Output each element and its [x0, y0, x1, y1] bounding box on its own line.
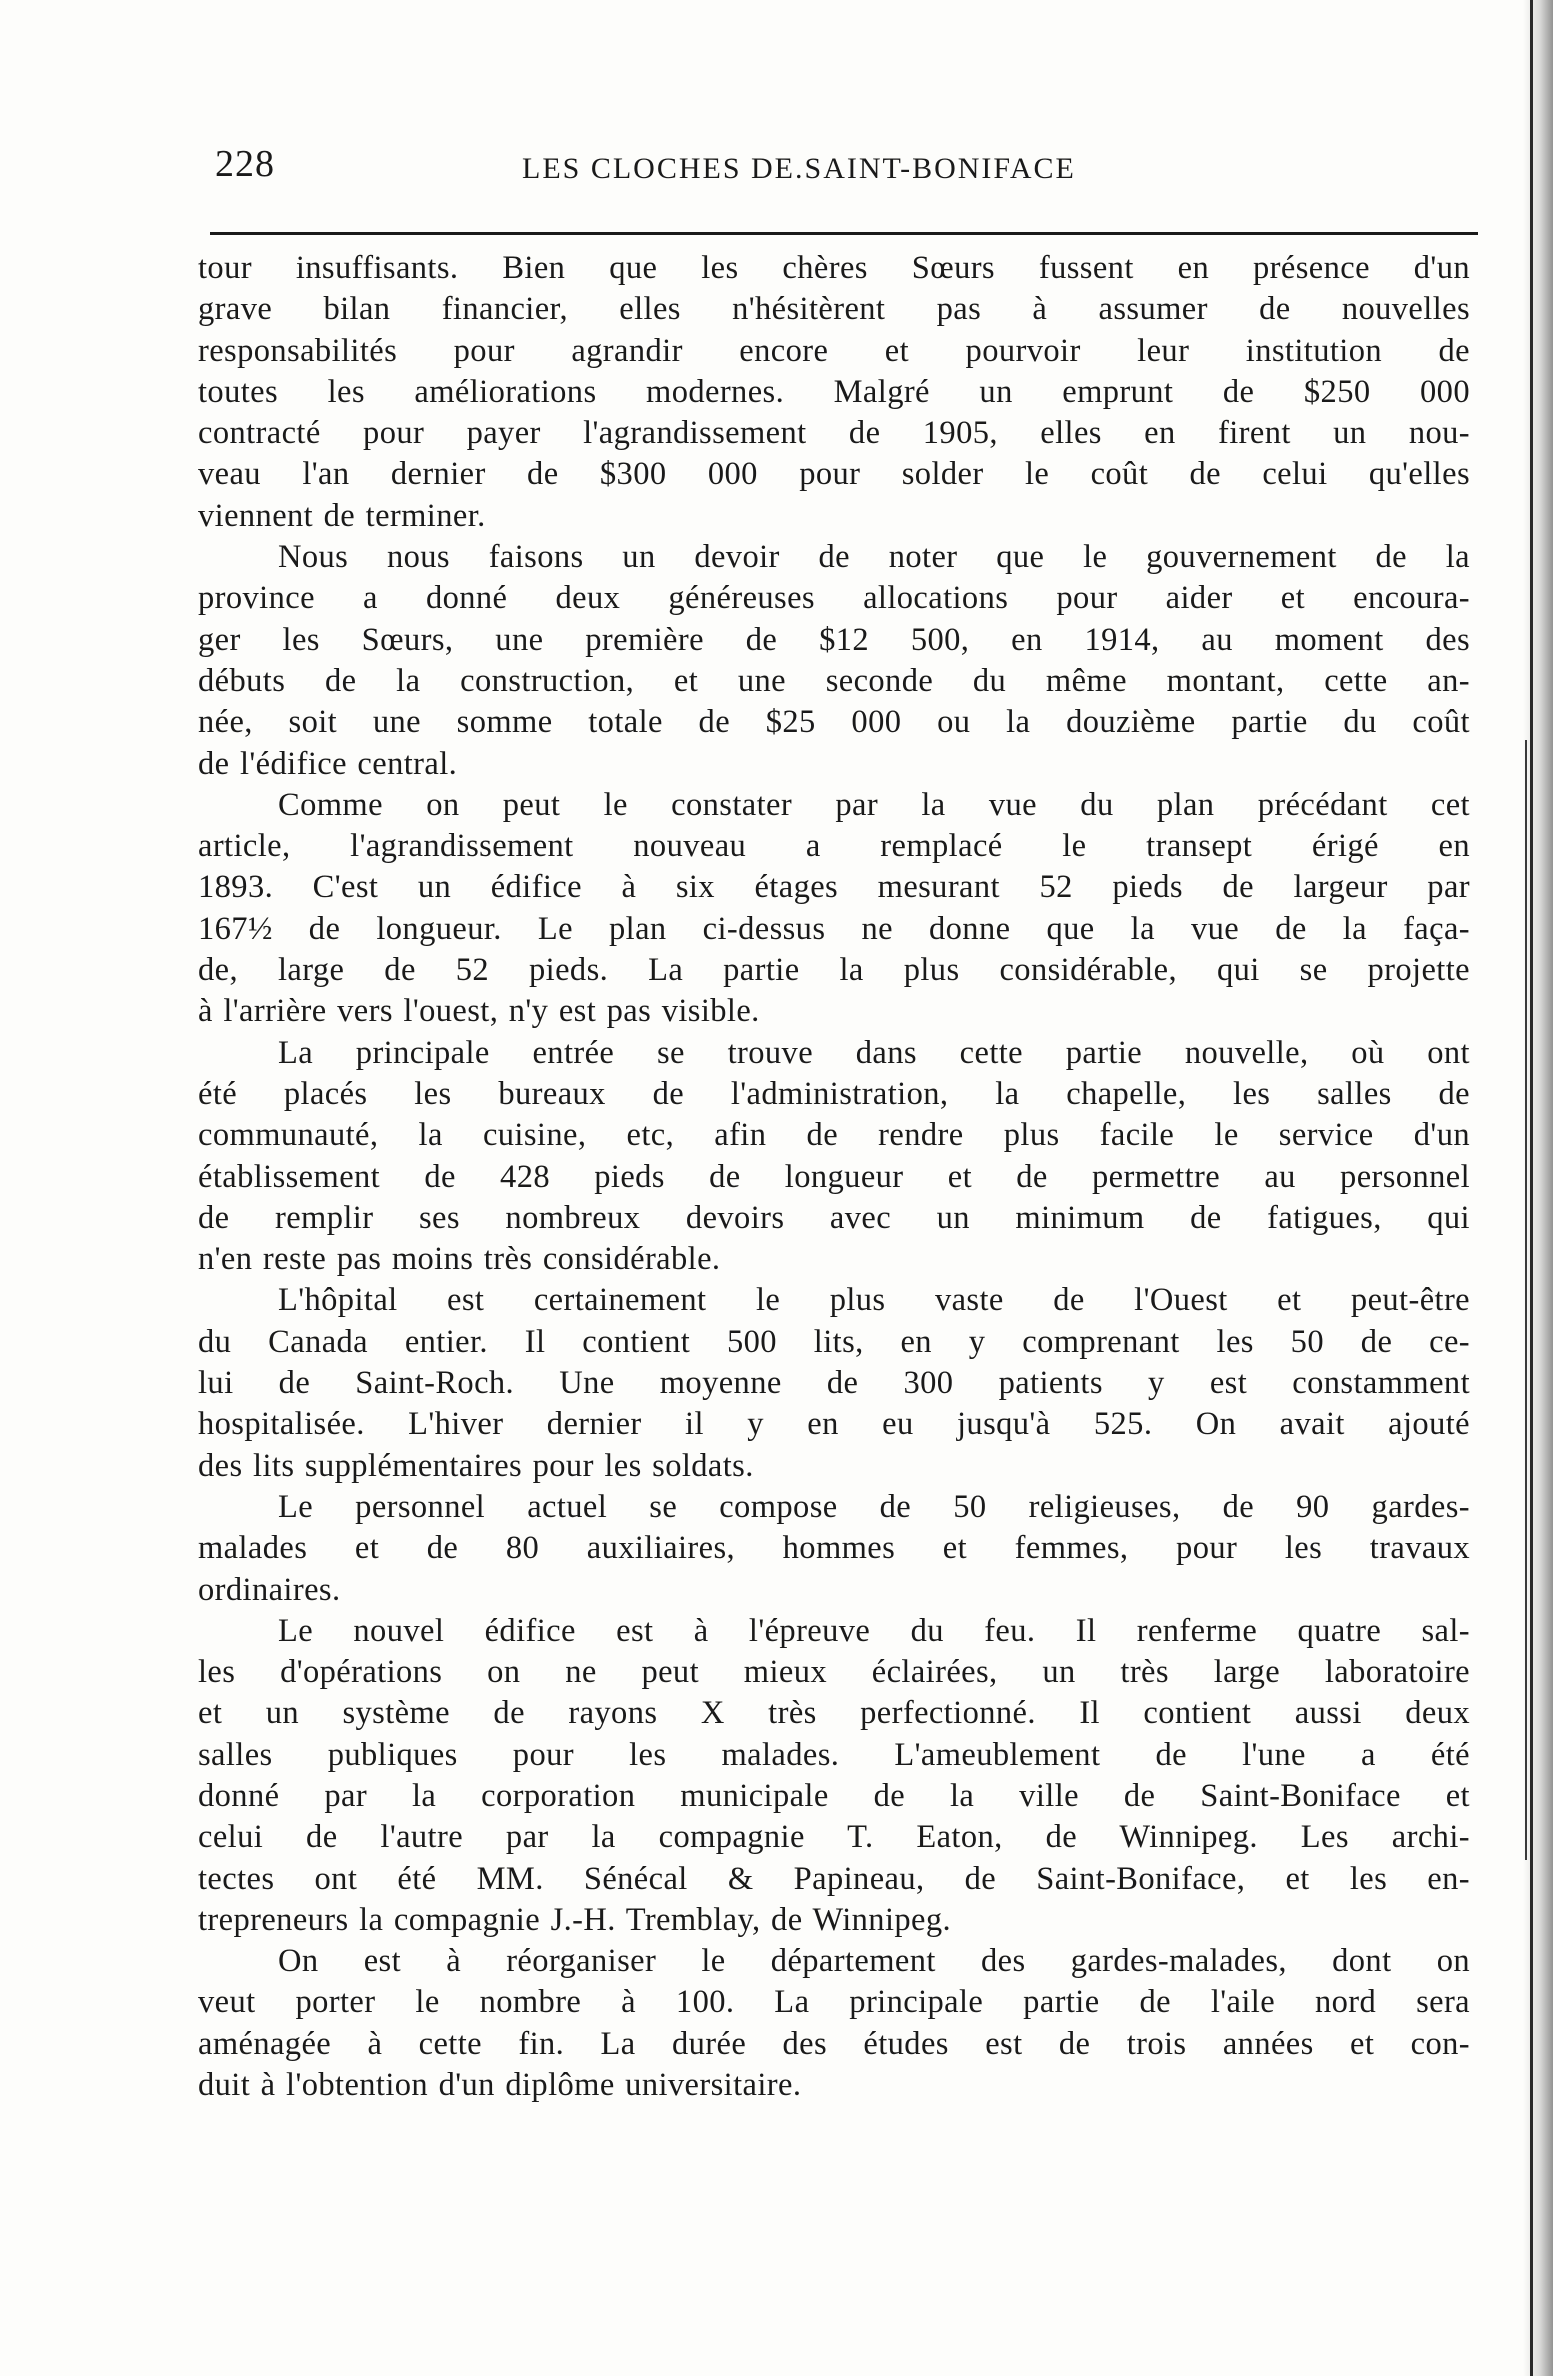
text-line: donné par la corporation municipale de la ville de Saint-Boniface et [198, 1777, 1470, 1814]
text-line: ordinaires. [198, 1571, 341, 1608]
text-line: La principale entrée se trouve dans cette partie nouvelle, où ont [278, 1034, 1470, 1071]
text-line: province a donné deux généreuses allocations pour aider et encoura- [198, 580, 1470, 617]
text-line: été placés les bureaux de l'administration, la chapelle, les salles de [198, 1075, 1470, 1112]
paragraph [198, 1611, 1470, 1941]
text-line: toutes les améliorations modernes. Malgré un emprunt de $250 000 [198, 373, 1470, 410]
text-line: débuts de la construction, et une seconde du même montant, cette an- [198, 662, 1470, 699]
text-line: Nous nous faisons un devoir de noter que le gouvernement de la [278, 539, 1470, 576]
paragraph [198, 248, 1470, 537]
text-line: grave bilan financier, elles n'hésitèrent pas à assumer de nouvelles [198, 291, 1470, 328]
page-number: 228 [215, 143, 275, 185]
text-line: aménagée à cette fin. La durée des études est de trois années et con- [198, 2025, 1470, 2062]
paragraph [198, 537, 1470, 785]
text-line: communauté, la cuisine, etc, afin de rendre plus facile le service d'un [198, 1117, 1470, 1154]
text-line: et un système de rayons X très perfectionné. Il contient aussi deux [198, 1695, 1470, 1732]
page-edge-line-inner [1525, 740, 1527, 1860]
text-line: hospitalisée. L'hiver dernier il y en eu jusqu'à 525. On avait ajouté [198, 1406, 1470, 1443]
text-line: salles publiques pour les malades. L'ameublement de l'une a été [198, 1736, 1470, 1773]
text-line: à l'arrière vers l'ouest, n'y est pas visible. [198, 993, 760, 1030]
text-line: Le nouvel édifice est à l'épreuve du feu. Il renferme quatre sal- [278, 1612, 1470, 1649]
text-line: lui de Saint-Roch. Une moyenne de 300 patients y est constamment [198, 1365, 1470, 1402]
text-line: ger les Sœurs, une première de $12 500, en 1914, au moment des [198, 621, 1470, 658]
paragraph [198, 1033, 1470, 1281]
paragraph [198, 1280, 1470, 1486]
text-line: duit à l'obtention d'un diplôme universitaire. [198, 2067, 802, 2104]
text-line: article, l'agrandissement nouveau a remplacé le transept érigé en [198, 828, 1470, 865]
text-line: trepreneurs la compagnie J.-H. Tremblay, de Winnipeg. [198, 1901, 952, 1938]
text-line: Le personnel actuel se compose de 50 religieuses, de 90 gardes- [278, 1488, 1470, 1525]
paragraph [198, 1941, 1470, 2106]
text-line: n'en reste pas moins très considérable. [198, 1241, 721, 1278]
text-line: des lits supplémentaires pour les soldats. [198, 1447, 754, 1484]
paragraph [198, 1487, 1470, 1611]
running-head: LES CLOCHES DE.SAINT-BONIFACE [522, 152, 1076, 185]
text-line: établissement de 428 pieds de longueur et de permettre au personnel [198, 1158, 1470, 1195]
text-line: veau l'an dernier de $300 000 pour solder le coût de celui qu'elles [198, 456, 1470, 493]
text-line: responsabilités pour agrandir encore et pourvoir leur institution de [198, 332, 1470, 369]
text-line: née, soit une somme totale de $25 000 ou la douzième partie du coût [198, 704, 1470, 741]
text-line: tour insuffisants. Bien que les chères Sœurs fussent en présence d'un [198, 250, 1470, 286]
page-edge-line [1530, 0, 1533, 2376]
page-edge-shadow [1523, 0, 1553, 2376]
text-line: 1893. C'est un édifice à six étages mesurant 52 pieds de largeur par [198, 869, 1470, 906]
text-line: de remplir ses nombreux devoirs avec un minimum de fatigues, qui [198, 1199, 1470, 1236]
text-line: les d'opérations on ne peut mieux éclairées, un très large laboratoire [198, 1654, 1470, 1691]
paragraph [198, 785, 1470, 1033]
text-line: contracté pour payer l'agrandissement de 1905, elles en firent un nou- [198, 415, 1470, 452]
text-line: 167½ de longueur. Le plan ci-dessus ne donne que la vue de la faça- [198, 910, 1470, 947]
text-line: de, large de 52 pieds. La partie la plus considérable, qui se projette [198, 952, 1470, 989]
header-rule [210, 232, 1478, 235]
text-line: viennent de terminer. [198, 497, 486, 534]
body-text [198, 248, 1470, 2106]
text-line: On est à réorganiser le département des gardes-malades, dont on [278, 1943, 1470, 1980]
text-line: de l'édifice central. [198, 745, 458, 782]
text-line: celui de l'autre par la compagnie T. Eaton, de Winnipeg. Les archi- [198, 1819, 1470, 1856]
text-line: tectes ont été MM. Sénécal & Papineau, de Saint-Boniface, et les en- [198, 1860, 1470, 1897]
text-line: du Canada entier. Il contient 500 lits, en y comprenant les 50 de ce- [198, 1323, 1470, 1360]
text-line: malades et de 80 auxiliaires, hommes et femmes, pour les travaux [198, 1530, 1470, 1567]
text-line: L'hôpital est certainement le plus vaste de l'Ouest et peut-être [278, 1282, 1470, 1319]
text-line: veut porter le nombre à 100. La principale partie de l'aile nord sera [198, 1984, 1470, 2021]
page-header [210, 130, 1480, 200]
text-line: Comme on peut le constater par la vue du plan précédant cet [278, 786, 1470, 823]
